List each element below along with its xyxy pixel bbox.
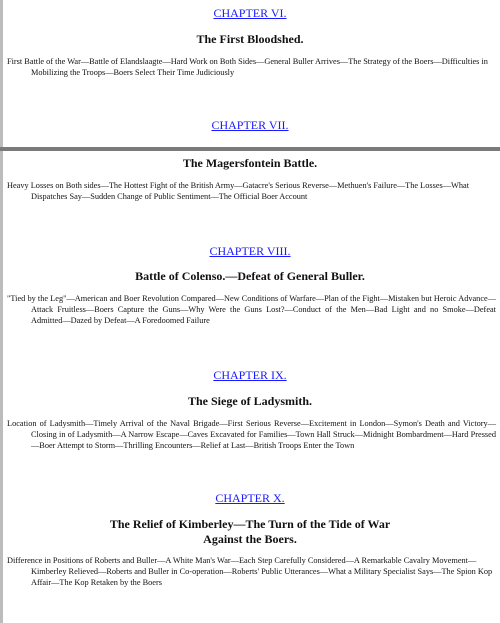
chapter-section-6 [0,6,500,78]
chapter-summary-7: Heavy Losses on Both sides—The Hottest Fight of the British Army—Gatacre's Serious Reverse—Methuen's Failure—The Losses—What Dispatches Say—Sudden Change of Public Sentiment—The Official Boer Account [7,181,470,201]
chapter-link-6[interactable]: CHAPTER VI. [213,6,287,20]
chapter-link-10[interactable]: CHAPTER X. [215,491,285,505]
page-divider [0,147,500,151]
chapter-summary-6: First Battle of the War—Battle of Elandslaagte—Hard Work on Both Sides—General Buller Arrives—The Strategy of the Boers—Difficulties in Mobilizing the Troops—Boers Select Their Time Judiciously [7,57,488,77]
chapter-summary-9: Location of Ladysmith—Timely Arrival of the Naval Brigade—First Serious Reverse—Excitement in London—Symon's Death and Victory—Closing in of Ladysmith—A Narrow Escape—Caves Excavated for Families—Town Hall Struck—Midnight Bombardment—Hard Pressed—Boer Attempt to Storm—Thrilling Encounters—Relief at Last—British Troops Enter the Town [7,419,496,450]
chapter-summary-10: Difference in Positions of Roberts and Buller—A White Man's War—Each Step Carefully Considered—A Remarkable Cavalry Movement—Kimberley Relieved—Roberts and Buller in Co-operation—Roberts' Public Utterances—What a Military Specialist Says—The Spion Kop Affair—The Kop Retaken by the Boers [7,556,493,587]
chapter-title-10-line-1: The Relief of Kimberley—The Turn of the Tide of War [109,517,391,531]
chapter-link-9[interactable]: CHAPTER IX. [213,368,287,382]
chapter-title-8: Battle of Colenso.—Defeat of General Buller. [135,269,365,283]
chapter-section-9 [0,368,500,451]
chapter-section-7-link [0,118,500,132]
chapter-section-10 [0,491,500,588]
chapter-link-8[interactable]: CHAPTER VIII. [209,244,291,258]
chapter-summary-8: "Tied by the Leg"—American and Boer Revolution Compared—New Conditions of Warfare—Plan of the Fight—Mistaken but Heroic Advance—Attack Fruitless—Boers Capture the Guns—Why Were the Guns Lost?—Conduct of the Men—Bad Light and no Smoke—Defeat Admitted—Dazed by Defeat—A Foredoomed Failure [7,294,496,325]
chapter-section-8 [0,244,500,326]
chapter-title-6: The First Bloodshed. [196,32,304,46]
chapter-section-7 [0,156,500,202]
chapter-title-9: The Siege of Ladysmith. [187,394,312,408]
chapter-link-7[interactable]: CHAPTER VII. [211,118,289,132]
chapter-title-7: The Magersfontein Battle. [182,156,318,170]
chapter-title-10-line-2: Against the Boers. [203,532,297,546]
